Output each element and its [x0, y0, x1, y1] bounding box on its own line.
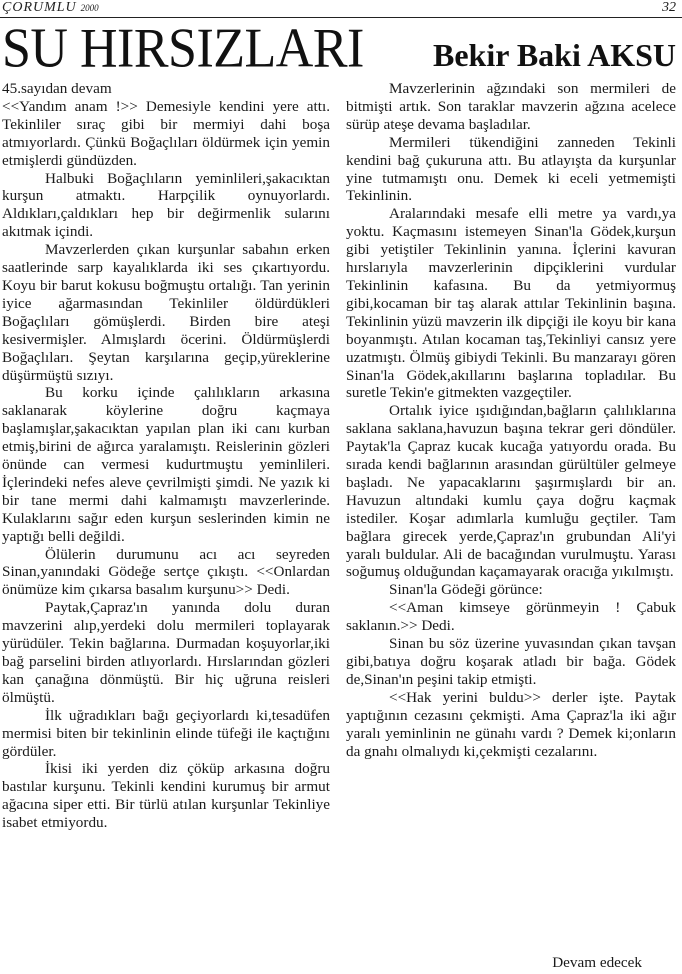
brand-name: ÇORUMLU	[2, 0, 77, 15]
brand-year: 2000	[80, 3, 99, 13]
right-column	[346, 80, 676, 760]
paragraph: <<Yandım anam !>> Demesiyle kendini yere attı. Tekinliler sıraç gibi bir mermiyi dahi boşa atmıyorlardı. Çünkü Boğaçlıları öldürmek için yemin etmişlerdi gündüzden.	[2, 97, 330, 169]
paragraph: 45.sayıdan devam	[2, 80, 112, 97]
article-author: Bekir Baki AKSU	[432, 37, 676, 73]
page-header	[0, 0, 682, 18]
paragraph: <<Hak yerini buldu>> derler işte. Paytak yaptığının cezasını çekmişti. Ama Çapraz'la iki ağır yaralı yeminlinin ne günahı vardı ? Demek ki;onların da gnahı olmalıydı ki,çekmişti cezalarını.	[346, 688, 676, 760]
left-column	[2, 80, 330, 832]
paragraph: Halbuki Boğaçlıların yeminlileri,şakacıktan kurşun atmaktı. Harpçilik oynuyorlardı. Aldıkları,çaldıkları hep bir değirmenlik sularını akıtmak içindi.	[2, 169, 330, 241]
continued-note: Devam edecek	[552, 954, 642, 971]
paragraph: Sinan bu söz üzerine yuvasından çıkan tavşan gibi,batıya doğru koşarak atladı bir bağa. Gödek de,Sinan'ın peşini takip etmişti.	[346, 635, 676, 688]
paragraph: İkisi iki yerden diz çöküp arkasına doğru bastılar kurşunu. Tekinli kendini kurumuş bir armut ağacına siper etti. Bir türlü atılan kurşunlar Tekinliye isabet etmiyordu.	[2, 760, 330, 832]
paragraph: Mavzerlerden çıkan kurşunlar sabahın erken saatlerinde sarp kayalıklarda iki ses çıkartıyordu. Koyu bir barut kokusu boğmuştu ortalığı. Tan yerinin iyice ağarmasından Tekinliler öldürdükleri Boğaçlıları gömüşlerdi. Birden bire ateşi kesivermişler. Almışlardı öcerini. Öldürmüşlerdi Boğaçlıları. Şeytan karşılarına geçip,yüreklerine düşürmüştü sızıyı.	[2, 241, 330, 384]
article-title: SU HIRSIZLARI	[2, 18, 364, 80]
magazine-brand	[2, 0, 99, 16]
paragraph: Ortalık iyice ışıdığından,bağların çalılıklarına saklana saklana,havuzun başına tekrar geri döndüler. Paytak'la Çapraz kucak kucağa yatıyordu orada. Bu sırada kendi bağlarının arasından gürültüler gelmeye başladı. Ne yapacaklarını şaşırmışlardı bir an. Havuzun altındaki kumlu çaya doğru kaçmak istediler. Koşar adımlarla kumluğu geçtiler. Tam bağlara girecek yerde,Çapraz'ın grubundan Ali'yi yaralı buldular. Ali de bacağından vurulmuştu. Yarası soğumuş olduğundan kaçamayarak oracığa yıkılmıştı.	[346, 402, 676, 581]
paragraph: Sinan'la Gödeği görünce:	[389, 581, 543, 599]
paragraph: <<Aman kimseye görünmeyin ! Çabuk saklanın.>> Dedi.	[346, 599, 676, 635]
page-number: 32	[662, 0, 676, 15]
paragraph: Mavzerlerinin ağzındaki son mermileri de bitmişti artık. Son taraklar mavzerin ağzına acelece sürüp ateşe devama başladılar.	[346, 80, 676, 133]
paragraph: Paytak,Çapraz'ın yanında dolu duran mavzerini alıp,yerdeki dolu mermileri toplayarak yürüdüler. Tekin bağlarına. Durmadan koşuyorlar,iki bağ parselini birden atlıyorlardı. Hırslarından gözleri kan çanağına dönmüştü. Bir hiç uğruna reisleri ölmüştü.	[2, 599, 330, 706]
paragraph: İlk uğradıkları bağı geçiyorlardı ki,tesadüfen mermisi biten bir tekinlinin elinde tüfeği ile kaçtığını gördüler.	[2, 706, 330, 760]
paragraph: Mermileri tükendiğini zanneden Tekinli kendini bağ çukuruna attı. Bu atlayışta da kurşunlar yine tutmamıştı onu. Demek ki eceli yetmemişti Tekinlinin.	[346, 133, 676, 205]
paragraph: Ölülerin durumunu acı acı seyreden Sinan,yanındaki Gödeğe sertçe çıkıştı. <<Onlardan önümüze kim çıkarsa basalım kurşunu>> Dedi.	[2, 545, 330, 599]
paragraph: Bu korku içinde çalılıkların arkasına saklanarak köylerine doğru kaçmaya başlamışlar,şakacıktan yapılan plan iki canı kurban etmiş,birini de ağırca yaralamıştı. Reislerinin gözleri önünde can vermesi kudurtmuştu yeminlileri. İçlerindeki nefes aleve çevrilmişti şimdi. Ne yazık ki bir tane mermi dahi kalmamıştı mavzerlerinde. Kulaklarını sağır eden kurşun seslerinden kimin ne yaptığı belli değildi.	[2, 384, 330, 545]
paragraph: Aralarındaki mesafe elli metre ya vardı,ya yoktu. Kaçmasını istemeyen Sinan'la Gödek,kurşun gibi yetiştiler Tekinlinin yanına. İçlerini kavuran hırslarıyla mavzerlerinin dipçiklerini vurdular Tekinlinin kafasına. Bu da yetmiyormuş gibi,kocaman bir taş alarak attılar Tekinlinin başına. Tekinlinin yüzü mavzerin ilk dipçiği ile koyu bir kana boyanmıştı. Atılan kocaman taş,Tekinliyi cansız yere uzatmıştı. Ölmüş gibiydi Tekinli. Bu manzarayı gören Sinan'la Gödek,akıllarını başlarına topladılar. Bu suretle Tekin'e gitmekten vazgeçtiler.	[346, 205, 676, 402]
